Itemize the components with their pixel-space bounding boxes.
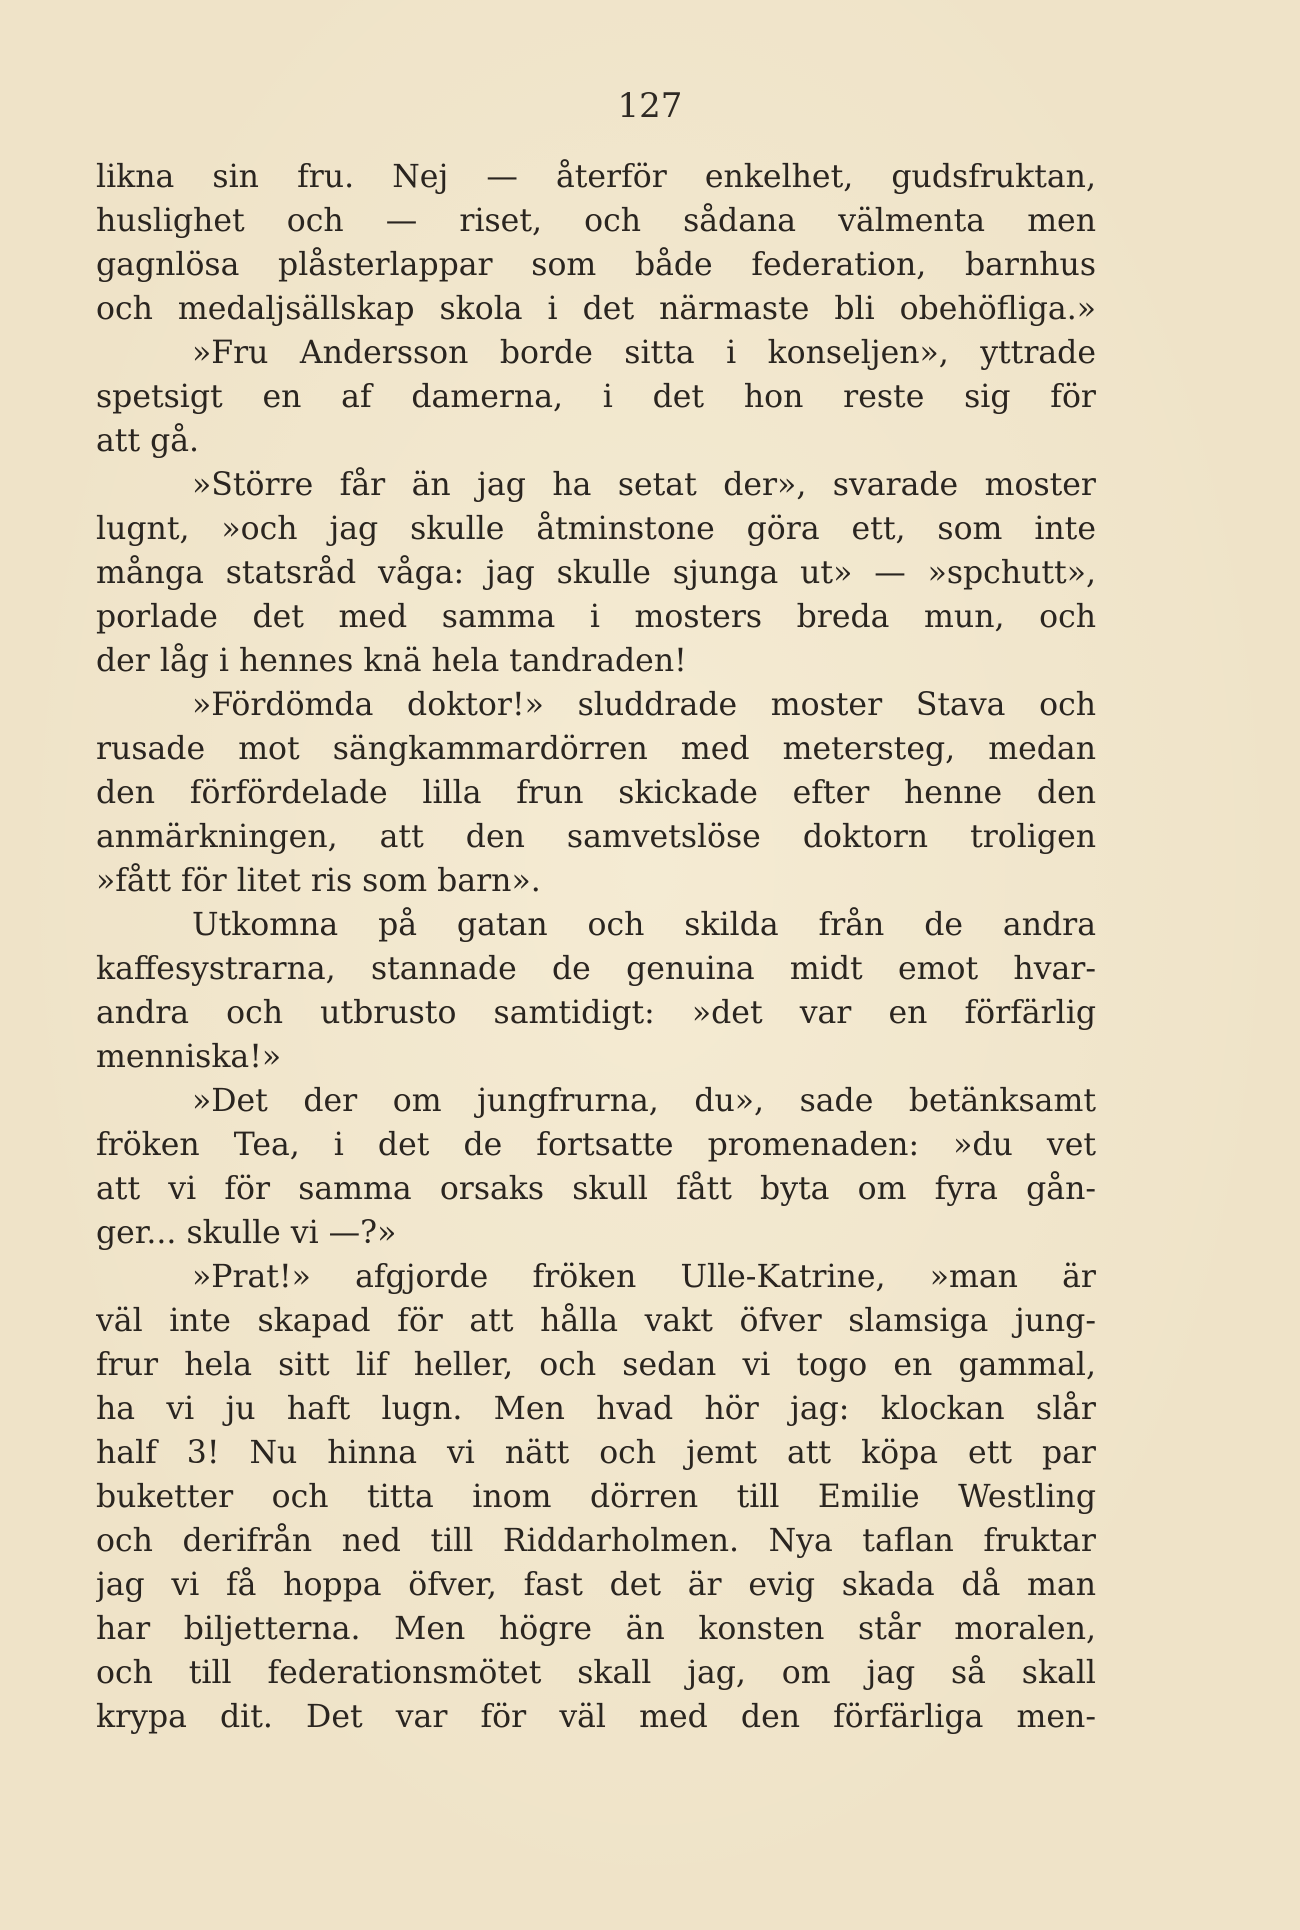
text-line: jag vi få hoppa öfver, fast det är evig skada då man — [96, 1567, 1096, 1603]
text-line: den förfördelade lilla frun skickade efter henne den — [96, 775, 1096, 811]
text-line: ger... skulle vi —?» — [96, 1215, 397, 1251]
text-line: likna sin fru. Nej — återför enkelhet, gudsfruktan, — [96, 159, 1096, 195]
text-line: lugnt, »och jag skulle åtminstone göra ett, som inte — [96, 511, 1096, 547]
text-line: och derifrån ned till Riddarholmen. Nya taflan fruktar — [96, 1523, 1096, 1559]
text-line: »fått för litet ris som barn». — [96, 863, 541, 899]
text-line: och medaljsällskap skola i det närmaste bli obehöfliga.» — [96, 291, 1096, 327]
text-line: half 3! Nu hinna vi nätt och jemt att köpa ett par — [96, 1435, 1096, 1471]
text-line: anmärkningen, att den samvetslöse doktorn troligen — [96, 819, 1096, 855]
text-line: spetsigt en af damerna, i det hon reste sig för — [96, 379, 1096, 415]
text-line: kaffesystrarna, stannade de genuina midt emot hvar- — [96, 951, 1096, 987]
text-line: att gå. — [96, 423, 200, 459]
text-line: att vi för samma orsaks skull fått byta om fyra gån- — [96, 1171, 1096, 1207]
text-line: huslighet och — riset, och sådana välmenta men — [96, 203, 1096, 239]
text-line: Utkomna på gatan och skilda från de andra — [192, 907, 1096, 943]
text-line: andra och utbrusto samtidigt: »det var en förfärlig — [96, 995, 1096, 1031]
text-line: och till federationsmötet skall jag, om jag så skall — [96, 1655, 1096, 1691]
text-line: porlade det med samma i mosters breda mun, och — [96, 599, 1096, 635]
text-line: många statsråd våga: jag skulle sjunga ut» — »spchutt», — [96, 555, 1096, 591]
text-line: väl inte skapad för att hålla vakt öfver slamsiga jung- — [96, 1303, 1096, 1339]
text-line: »Prat!» afgjorde fröken Ulle-Katrine, »man är — [192, 1259, 1096, 1295]
text-line: »Större får än jag ha setat der», svarade moster — [192, 467, 1096, 503]
text-line: ha vi ju haft lugn. Men hvad hör jag: klockan slår — [96, 1391, 1096, 1427]
text-line: har biljetterna. Men högre än konsten står moralen, — [96, 1611, 1096, 1647]
text-line: rusade mot sängkammardörren med metersteg, medan — [96, 731, 1096, 767]
text-line: der låg i hennes knä hela tandraden! — [96, 643, 687, 679]
text-line: buketter och titta inom dörren till Emilie Westling — [96, 1479, 1096, 1515]
text-line: frur hela sitt lif heller, och sedan vi togo en gammal, — [96, 1347, 1096, 1383]
text-line: »Det der om jungfrurna, du», sade betänksamt — [192, 1083, 1096, 1119]
text-line: menniska!» — [96, 1039, 282, 1075]
body-text — [96, 155, 1096, 1739]
page-number: 127 — [617, 86, 683, 126]
text-line: »Fördömda doktor!» sluddrade moster Stava och — [192, 687, 1096, 723]
text-line: krypa dit. Det var för väl med den förfärliga men- — [96, 1699, 1096, 1735]
text-line: gagnlösa plåsterlappar som både federation, barnhus — [96, 247, 1096, 283]
text-line: fröken Tea, i det de fortsatte promenaden: »du vet — [96, 1127, 1096, 1163]
text-line: »Fru Andersson borde sitta i konseljen», yttrade — [192, 335, 1096, 371]
